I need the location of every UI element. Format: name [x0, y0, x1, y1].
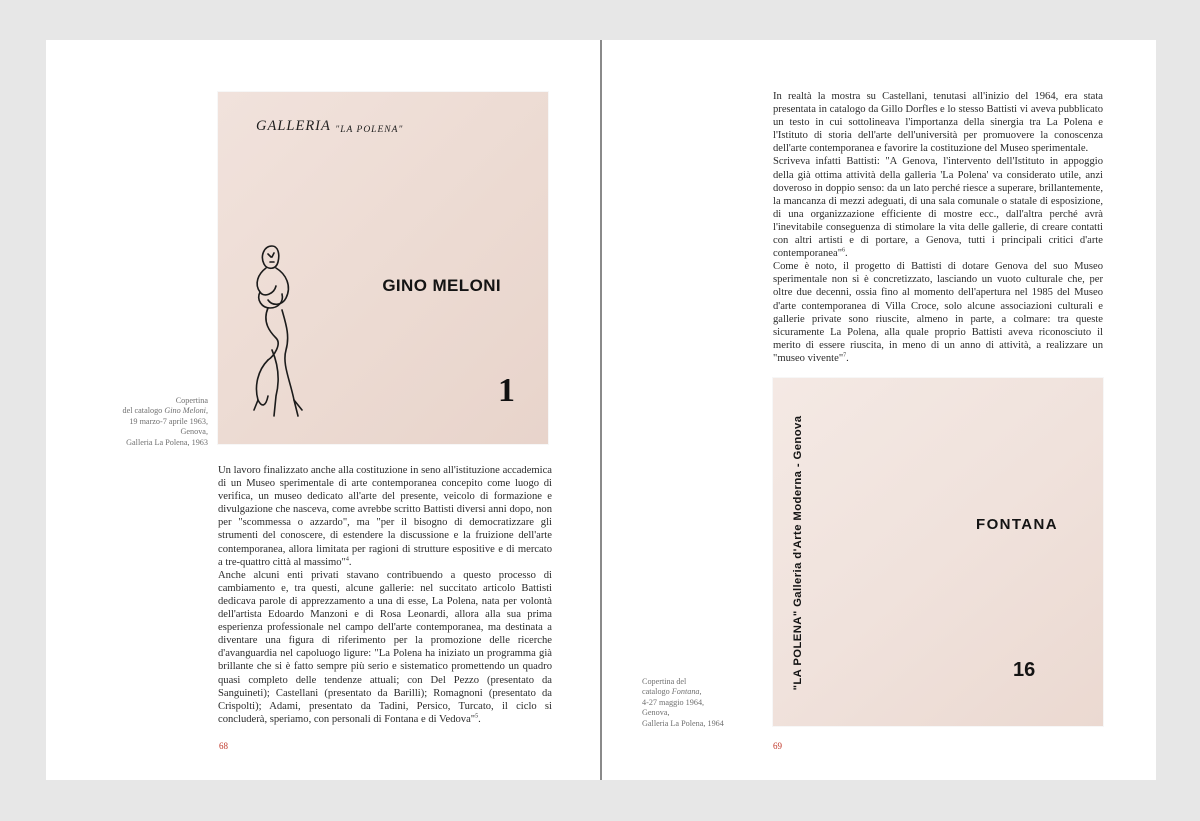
left-page: [46, 40, 600, 780]
right-body-text: [773, 90, 1103, 365]
caption-line: Copertina: [175, 396, 208, 405]
caption-line: Genova,: [642, 708, 670, 718]
paragraph-text: Un lavoro finalizzato anche alla costituzione in seno all'istituzione accademica di un Museo sperimentale di arte contemporanea concepito come luogo di verifica, un museo dedicato all'arte del presente, veicolo di formazione e divulgazione che nasceva, come avrebbe scritto Battisti diversi anni dopo, non per "scommessa o azzardo", ma "per il bisogno di democratizzare gli strumenti del conoscere, di estendere la discussione e la fruizione dell'arte contemporanea, allora limitata per ragioni di strutture espositive e di mercato a tre-quattro città al massimo": [218, 465, 552, 568]
cover-vertical-gallery-text: "LA POLENA" Galleria d'Arte Moderna - Genova: [792, 415, 804, 691]
caption-line: 19 marzo-7 aprile 1963,: [129, 416, 208, 426]
paragraph-tail: .: [478, 713, 481, 725]
line-drawing-figure-illustration: [246, 240, 316, 420]
paragraph-tail: .: [846, 352, 849, 364]
caption-line: Copertina del: [642, 677, 687, 686]
paragraph: [218, 569, 552, 726]
caption-line: 4-27 maggio 1964,: [642, 697, 705, 707]
catalog-cover-fontana: [773, 378, 1103, 726]
footnote-ref: 7: [843, 352, 847, 359]
left-body-text: [218, 464, 552, 726]
caption-text: del catalogo: [122, 406, 165, 416]
caption-line: [86, 406, 208, 416]
caption-line: Galleria La Polena, 1963: [126, 437, 208, 447]
cover-gallery-prefix: GALLERIA: [256, 118, 336, 134]
footnote-ref: 6: [842, 247, 846, 254]
page-number-left: 68: [219, 741, 228, 751]
catalog-cover-meloni: [218, 92, 548, 444]
right-page: [602, 40, 1156, 780]
book-spread: [46, 40, 1156, 780]
caption-catalog-title: Gino Meloni: [164, 406, 206, 416]
paragraph-text: Anche alcuni enti privati stavano contribuendo a questo processo di cambiamento e, tra questi, alcune gallerie: nel succitato articolo Battisti dedicava parole di apprezzamento a una di esse, La Polena, nata per volontà dell'artista Edoardo Manzoni e di Rosa Leonardi, allora alla sua prima esperienza professionale nel campo dell'arte contemporanea, ma destinata a diventare una figura di riferimento per la promozione delle ricerche d'avanguardia nel capoluogo ligure: "La Polena ha iniziato un programma già brillante che si è fatto sempre più serio e sistematico promettendo un quadro quasi completo delle tendenze attuali; con Del Pezzo (presentato da Sanguineti); Castellani (presentato da Barilli); Romagnoni (presentato da Crispolti); Adami, presentato da Tadini, Persico, Turcato, il ciclo si concluderà, speriamo, con personali di Fontana e di Vedova": [218, 569, 552, 725]
figure-caption-fontana: [642, 677, 763, 729]
paragraph: [218, 464, 552, 569]
footnote-ref: 4: [345, 556, 349, 563]
cover-gallery-name: [256, 118, 403, 135]
paragraph-text: Scriveva infatti Battisti: "A Genova, l'intervento dell'Istituto in appoggio della già ottima attività della galleria 'La Polena' va considerato utile, anzi doveroso in doppio senso: da un lato perché riesce a superare, brillantemente, la mancanza di mezzi adeguati, di una sala comunale o statale di esposizione, di una organizzazione efficiente di mostre ecc., dall'altra perché avrà l'inevitabile conseguenza di stimolare la vita delle gallerie, di creare contatti con altri artisti e di portare, a Genova, tutti i principali critici d'arte contemporanea": [773, 156, 1103, 260]
paragraph: [773, 260, 1103, 365]
cover-catalog-number: 16: [1013, 659, 1036, 681]
paragraph-tail: .: [845, 248, 848, 260]
caption-line: Galleria La Polena, 1964: [642, 718, 724, 728]
caption-text: ,: [699, 687, 702, 697]
paragraph: [773, 155, 1103, 260]
caption-text: ,: [205, 406, 208, 416]
cover-gallery-quoted: "LA POLENA": [335, 125, 404, 135]
paragraph: [773, 90, 1103, 155]
paragraph-text: In realtà la mostra su Castellani, tenutasi all'inizio del 1964, era stata presentata in catalogo da Gillo Dorfles e lo stesso Battisti vi aveva pubblicato un testo in cui sottolineava l'importanza della sinergia tra La Polena e l'Istituto di storia dell'arte dell'università per promuovere la conoscenza dell'arte contemporanea e favorire la costituzione del Museo sperimentale.: [773, 91, 1103, 155]
figure-caption-meloni: [86, 396, 208, 448]
caption-line: [642, 687, 763, 697]
footnote-ref: 5: [475, 713, 479, 720]
cover-catalog-number: 1: [498, 372, 515, 409]
caption-catalog-title: Fontana: [671, 687, 700, 697]
page-number-right: 69: [773, 741, 782, 751]
cover-artist-name: FONTANA: [976, 516, 1059, 533]
caption-line: Genova,: [180, 427, 208, 437]
paragraph-tail: .: [348, 556, 352, 568]
cover-artist-name: GINO MELONI: [382, 276, 501, 295]
paragraph-text: Come è noto, il progetto di Battisti di dotare Genova del suo Museo sperimentale non si è concretizzato, lasciando un vuoto culturale che, per oltre due decenni, ossia fino al momento dell'apertura nel 1985 del Museo d'arte contemporanea di Villa Croce, solo alcune associazioni culturali e gallerie private sono riuscite, almeno in parte, a colmare: tra queste sicuramente La Polena, alla quale proprio Battisti aveva riconosciuto il merito di essere riuscita, in meno di un anno di attività, a realizzare un "museo vivente": [773, 261, 1103, 364]
caption-text: catalogo: [642, 687, 672, 697]
